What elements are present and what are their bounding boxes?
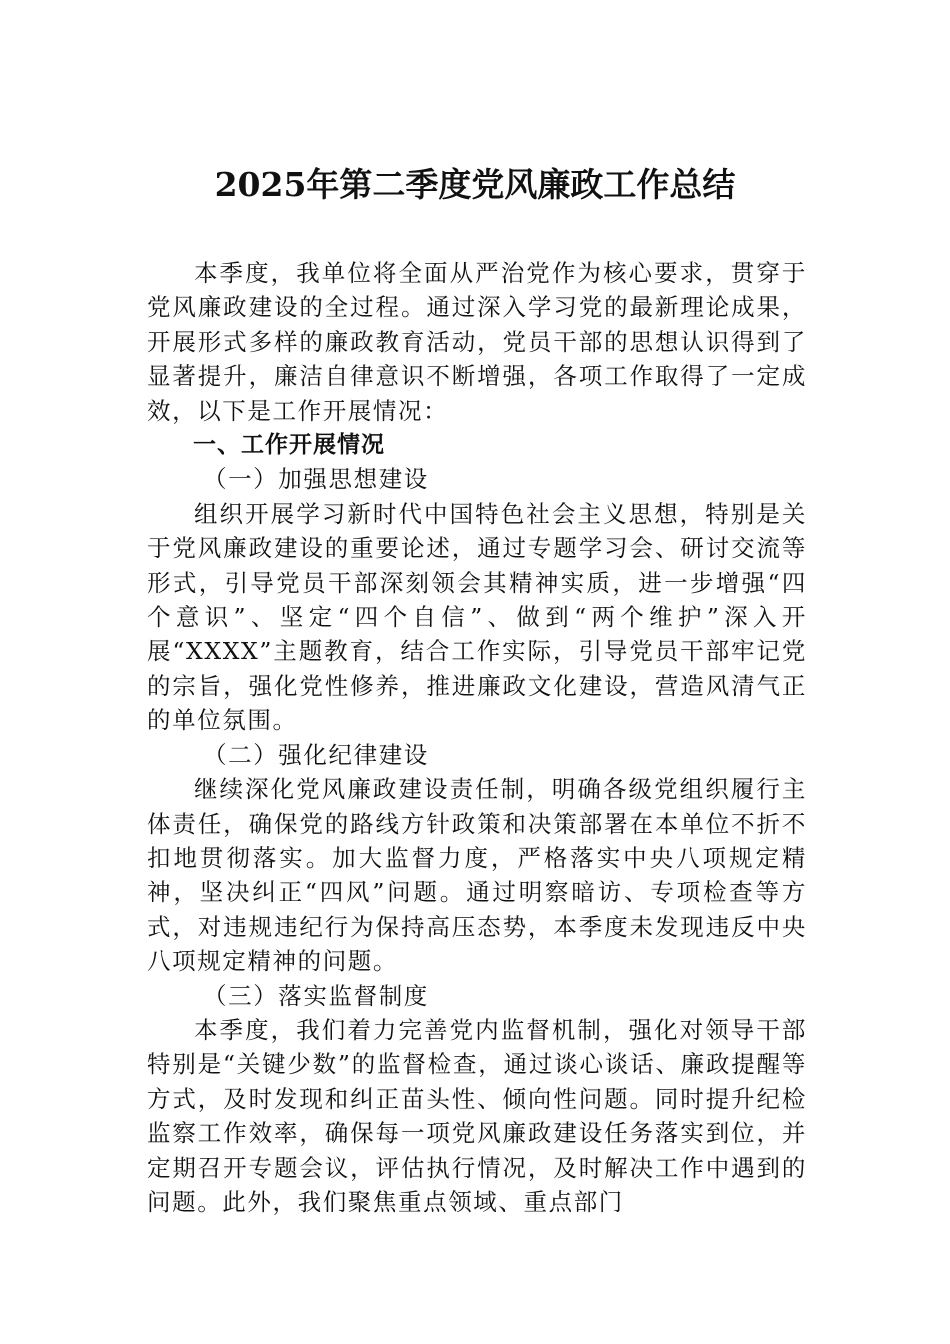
subsection-heading-supervision: （三）落实监督制度	[203, 981, 429, 1010]
document-body	[147, 256, 807, 1219]
subsection-body-ideology: 组织开展学习新时代中国特色社会主义思想，特别是关于党风廉政建设的重要论述，通过专题学习会、研讨交流等形式，引导党员干部深刻领会其精神实质，进一步增强“四个意识”、坚定“四个自信”、做到“两个维护”深入开展“XXXX”主题教育，结合工作实际，引导党员干部牢记党的宗旨，强化党性修养，推进廉政文化建设，营造风清气正的单位氛围。	[147, 499, 807, 735]
document-title: 2025年第二季度党风廉政工作总结	[214, 165, 736, 204]
subsection-heading-discipline: （二）强化纪律建设	[203, 740, 429, 769]
subsection-body-discipline: 继续深化党风廉政建设责任制，明确各级党组织履行主体责任，确保党的路线方针政策和决策部署在本单位不折不扣地贯彻落实。加大监督力度，严格落实中央八项规定精神，坚决纠正“四风”问题。通过明察暗访、专项检查等方式，对违规违纪行为保持高压态势，本季度未发现违反中央八项规定精神的问题。	[147, 775, 807, 976]
subsection-body-supervision: 本季度，我们着力完善党内监督机制，强化对领导干部特别是“关键少数”的监督检查，通过谈心谈话、廉政提醒等方式，及时发现和纠正苗头性、倾向性问题。同时提升纪检监察工作效率，确保每一项党风廉政建设任务落实到位，并定期召开专题会议，评估执行情况，及时解决工作中遇到的问题。此外，我们聚焦重点领域、重点部门	[147, 1015, 807, 1216]
intro-paragraph: 本季度，我单位将全面从严治党作为核心要求，贯穿于党风廉政建设的全过程。通过深入学习党的最新理论成果，开展形式多样的廉政教育活动，党员干部的思想认识得到了显著提升，廉洁自律意识不断增强，各项工作取得了一定成效，以下是工作开展情况：	[147, 259, 807, 425]
subsection-heading-ideology: （一）加强思想建设	[203, 465, 429, 494]
section-heading-work: 一、工作开展情况	[193, 432, 385, 459]
